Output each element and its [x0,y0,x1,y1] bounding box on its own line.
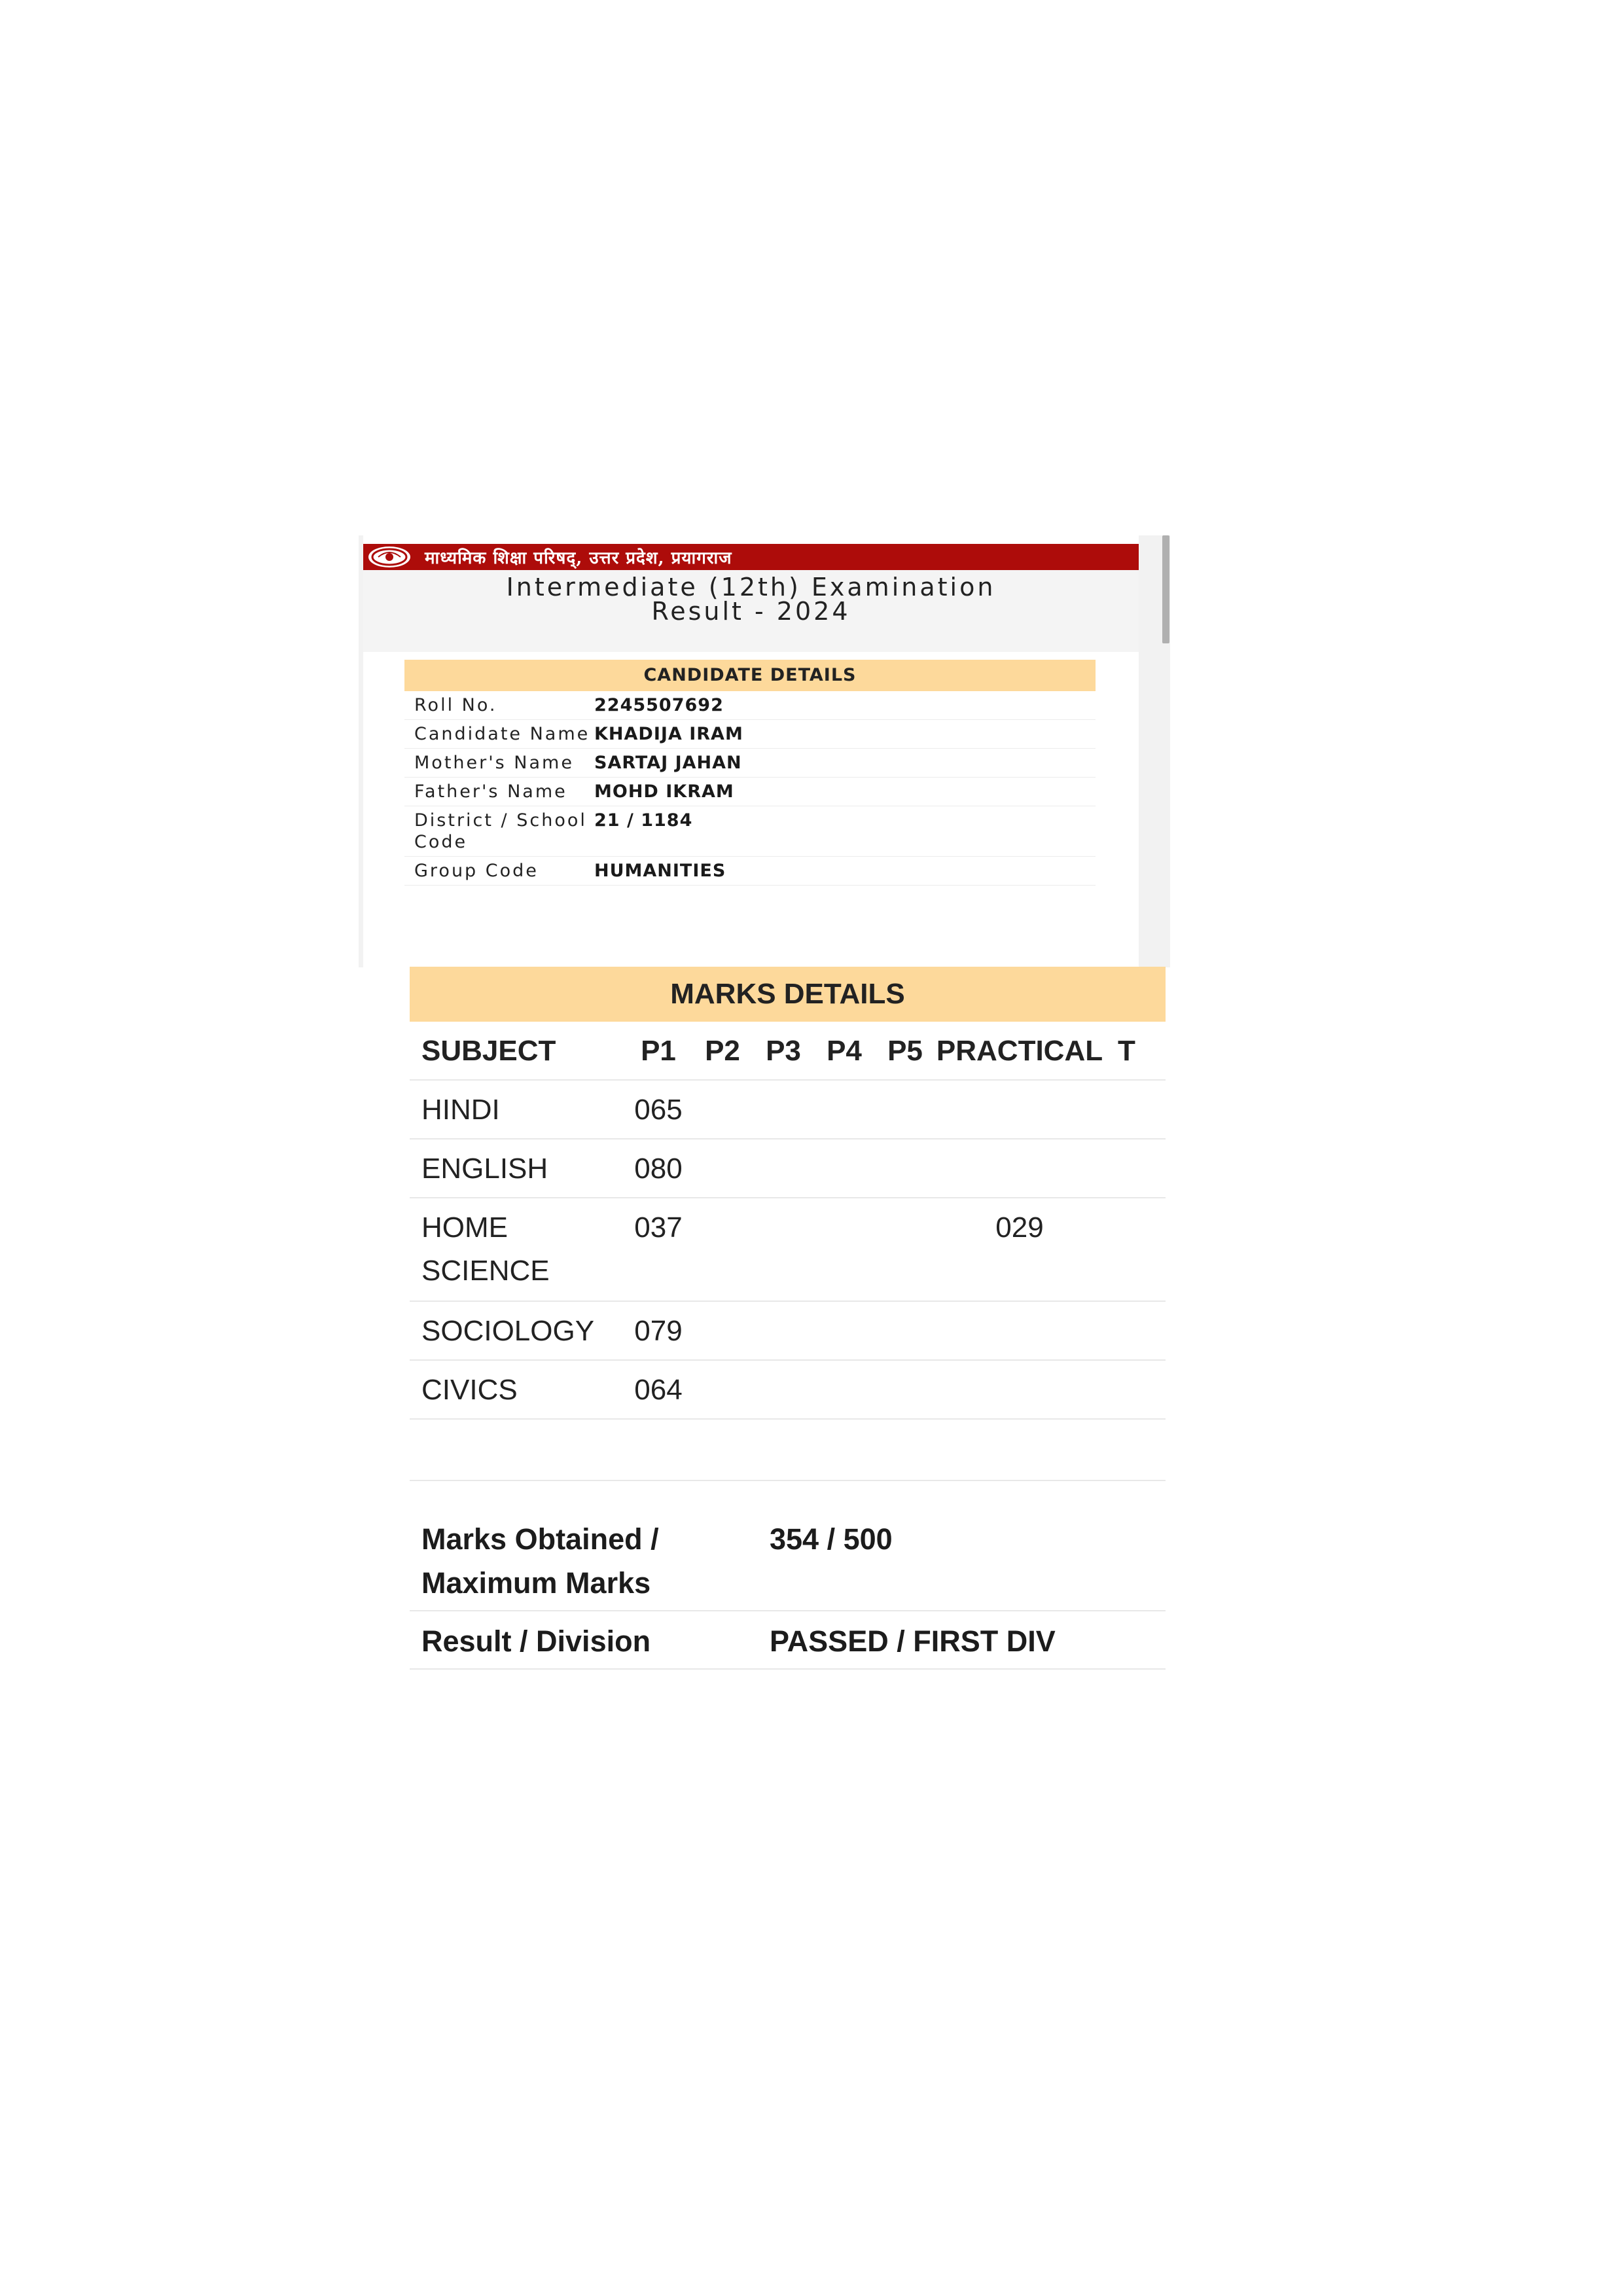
marks-details-screenshot [410,967,1166,1693]
candidate-row-father [404,778,1096,806]
result-page [363,535,1139,967]
mark-p1: 037 [634,1211,683,1244]
col-p3: P3 [766,1035,801,1067]
scrollbar-thumb[interactable] [1162,535,1169,643]
candidate-value: HUMANITIES [594,861,726,881]
candidate-value: 21 / 1184 [594,810,693,831]
table-row-empty [410,1420,1166,1481]
mark-practical [935,1139,1105,1197]
candidate-value: SARTAJ JAHAN [594,753,742,773]
table-row [410,1361,1166,1420]
candidate-label: Mother's Name [414,753,574,773]
subject-name: CIVICS [421,1374,518,1406]
subject-name: SOCIOLOGY [421,1315,595,1347]
mark-p2 [691,1081,754,1138]
candidate-label: Candidate Name [414,724,590,744]
marks-obtained-label: Marks Obtained / Maximum Marks [421,1522,659,1600]
col-p5: P5 [887,1035,923,1067]
subject-name: ENGLISH [421,1153,548,1185]
mark-p4 [813,1361,876,1418]
mark-p2 [691,1361,754,1418]
candidate-row-name [404,720,1096,749]
candidate-details-screenshot [359,535,1170,967]
col-practical: PRACTICAL [936,1035,1103,1067]
table-row [410,1198,1166,1302]
mark-p3 [754,1139,813,1197]
mark-p5 [876,1081,935,1138]
candidate-label: District / School Code [414,810,587,852]
marks-obtained-value: 354 / 500 [770,1522,893,1556]
board-name: माध्यमिक शिक्षा परिषद्, उत्तर प्रदेश, प्रयागराज [425,548,732,568]
table-row [410,1139,1166,1198]
mark-practical [935,1081,1105,1138]
table-row [410,1081,1166,1139]
mark-practical [935,1302,1105,1359]
mark-p4 [813,1081,876,1138]
mark-p5 [876,1302,935,1359]
mark-p1: 080 [634,1153,683,1185]
result-division-label: Result / Division [421,1624,651,1658]
mark-p1: 065 [634,1094,683,1126]
candidate-value: MOHD IKRAM [594,781,734,802]
col-p1: P1 [641,1035,676,1067]
marks-table [410,1022,1166,1481]
exam-title-line1: Intermediate (12th) Examination [506,573,996,601]
mark-p3 [754,1081,813,1138]
col-subject: SUBJECT [421,1035,556,1067]
candidate-label: Father's Name [414,781,567,802]
marks-details-heading: MARKS DETAILS [410,967,1166,1022]
mark-p4 [813,1198,876,1300]
subject-name: HINDI [421,1094,500,1126]
mark-p2 [691,1198,754,1300]
mark-p3 [754,1302,813,1359]
marks-obtained-row [410,1509,1166,1611]
subject-name: HOME SCIENCE [421,1211,550,1287]
mark-p1: 079 [634,1315,683,1347]
marks-header-row [410,1022,1166,1081]
col-total: T [1118,1035,1135,1067]
col-p4: P4 [827,1035,862,1067]
mark-practical [935,1361,1105,1418]
candidate-details-heading: CANDIDATE DETAILS [404,660,1096,691]
candidate-details-table [404,691,1096,886]
mark-p4 [813,1139,876,1197]
candidate-row-roll [404,691,1096,720]
mark-p4 [813,1302,876,1359]
exam-title [363,570,1139,652]
result-summary [410,1509,1166,1670]
result-division-row [410,1611,1166,1670]
mark-p1: 064 [634,1374,683,1406]
result-division-value: PASSED / FIRST DIV [770,1624,1056,1658]
candidate-row-school-code [404,806,1096,857]
candidate-row-group [404,857,1096,886]
up-emblem-icon [363,544,416,570]
mark-p2 [691,1139,754,1197]
col-p2: P2 [705,1035,740,1067]
mark-p5 [876,1139,935,1197]
mark-p2 [691,1302,754,1359]
candidate-label: Roll No. [414,695,497,715]
table-row [410,1302,1166,1361]
board-header-bar [363,544,1139,570]
candidate-value: KHADIJA IRAM [594,724,743,744]
mark-p3 [754,1198,813,1300]
candidate-label: Group Code [414,861,539,881]
mark-p5 [876,1361,935,1418]
mark-p5 [876,1198,935,1300]
mark-practical: 029 [995,1211,1044,1244]
candidate-row-mother [404,749,1096,778]
exam-title-line2: Result - 2024 [651,597,851,626]
mark-p3 [754,1361,813,1418]
candidate-value: 2245507692 [594,695,724,715]
